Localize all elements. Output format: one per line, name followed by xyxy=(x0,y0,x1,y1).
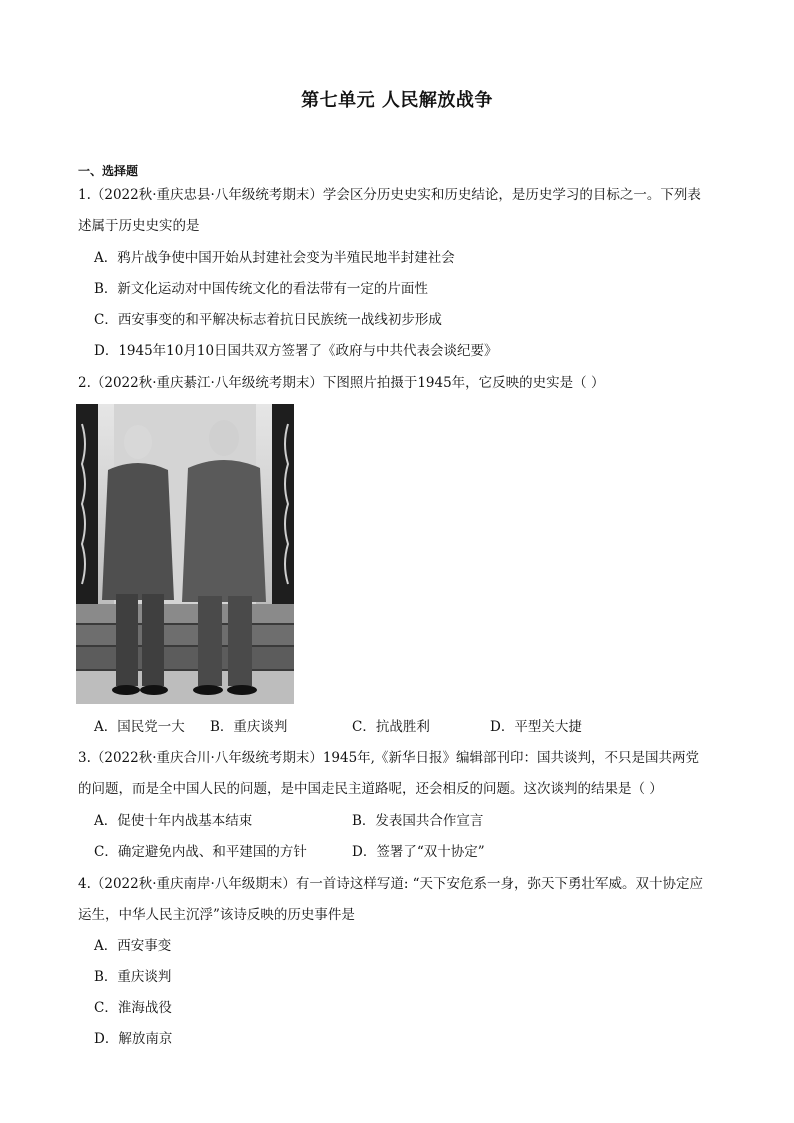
question-3-option-d: D．签署了“双十协定” xyxy=(352,844,485,860)
question-1-option-c: C．西安事变的和平解决标志着抗日民族统一战线初步形成 xyxy=(94,312,442,328)
section-heading: 一、选择题 xyxy=(78,164,139,178)
question-3-option-c: C．确定避免内战、和平建国的方针 xyxy=(94,844,307,860)
question-2-stem-line-1: 2.（2022秋·重庆綦江·八年级统考期末）下图照片拍摄于1945年，它反映的史实是（ ） xyxy=(78,375,605,391)
question-4-stem-line-2: 运生，中华人民主沉浮”该诗反映的历史事件是 xyxy=(78,907,355,923)
question-4-option-b: B．重庆谈判 xyxy=(94,969,172,985)
historical-photo xyxy=(76,404,294,704)
question-2-option-c: C．抗战胜利 xyxy=(352,719,430,735)
question-3-stem-line-1: 3.（2022秋·重庆合川·八年级统考期末）1945年,《新华日报》编辑部刊印：国共谈判，不只是国共两党 xyxy=(78,750,699,766)
question-1-option-a: A．鸦片战争使中国开始从封建社会变为半殖民地半封建社会 xyxy=(94,250,455,266)
question-1-option-d: D．1945年10月10日国共双方签署了《政府与中共代表会谈纪要》 xyxy=(94,343,498,359)
question-4-option-a: A．西安事变 xyxy=(94,938,172,954)
question-1-stem-line-2: 述属于历史史实的是 xyxy=(78,218,200,234)
historical-photo-two-men-icon xyxy=(76,404,294,704)
question-1-option-b: B．新文化运动对中国传统文化的看法带有一定的片面性 xyxy=(94,281,428,297)
question-3-stem-line-2: 的问题，而是全中国人民的问题，是中国走民主道路呢，还会相反的问题。这次谈判的结果是（ ） xyxy=(78,781,663,797)
question-4-option-d: D．解放南京 xyxy=(94,1031,173,1047)
question-4-option-c: C．淮海战役 xyxy=(94,1000,172,1016)
page-title: 第七单元 人民解放战争 xyxy=(301,90,493,111)
question-1-stem-line-1: 1.（2022秋·重庆忠县·八年级统考期末）学会区分历史史实和历史结论，是历史学习的目标之一。下列表 xyxy=(78,187,701,203)
question-4-stem-line-1: 4.（2022秋·重庆南岸·八年级期末）有一首诗这样写道: “天下安危系一身，弥天下勇壮军威。双十协定应 xyxy=(78,876,704,892)
question-2-option-a: A．国民党一大 xyxy=(94,719,185,735)
question-3-option-a: A．促使十年内战基本结束 xyxy=(94,813,253,829)
question-3-option-b: B．发表国共合作宣言 xyxy=(352,813,484,829)
question-2-option-b: B．重庆谈判 xyxy=(210,719,288,735)
question-2-option-d: D．平型关大捷 xyxy=(490,719,582,735)
